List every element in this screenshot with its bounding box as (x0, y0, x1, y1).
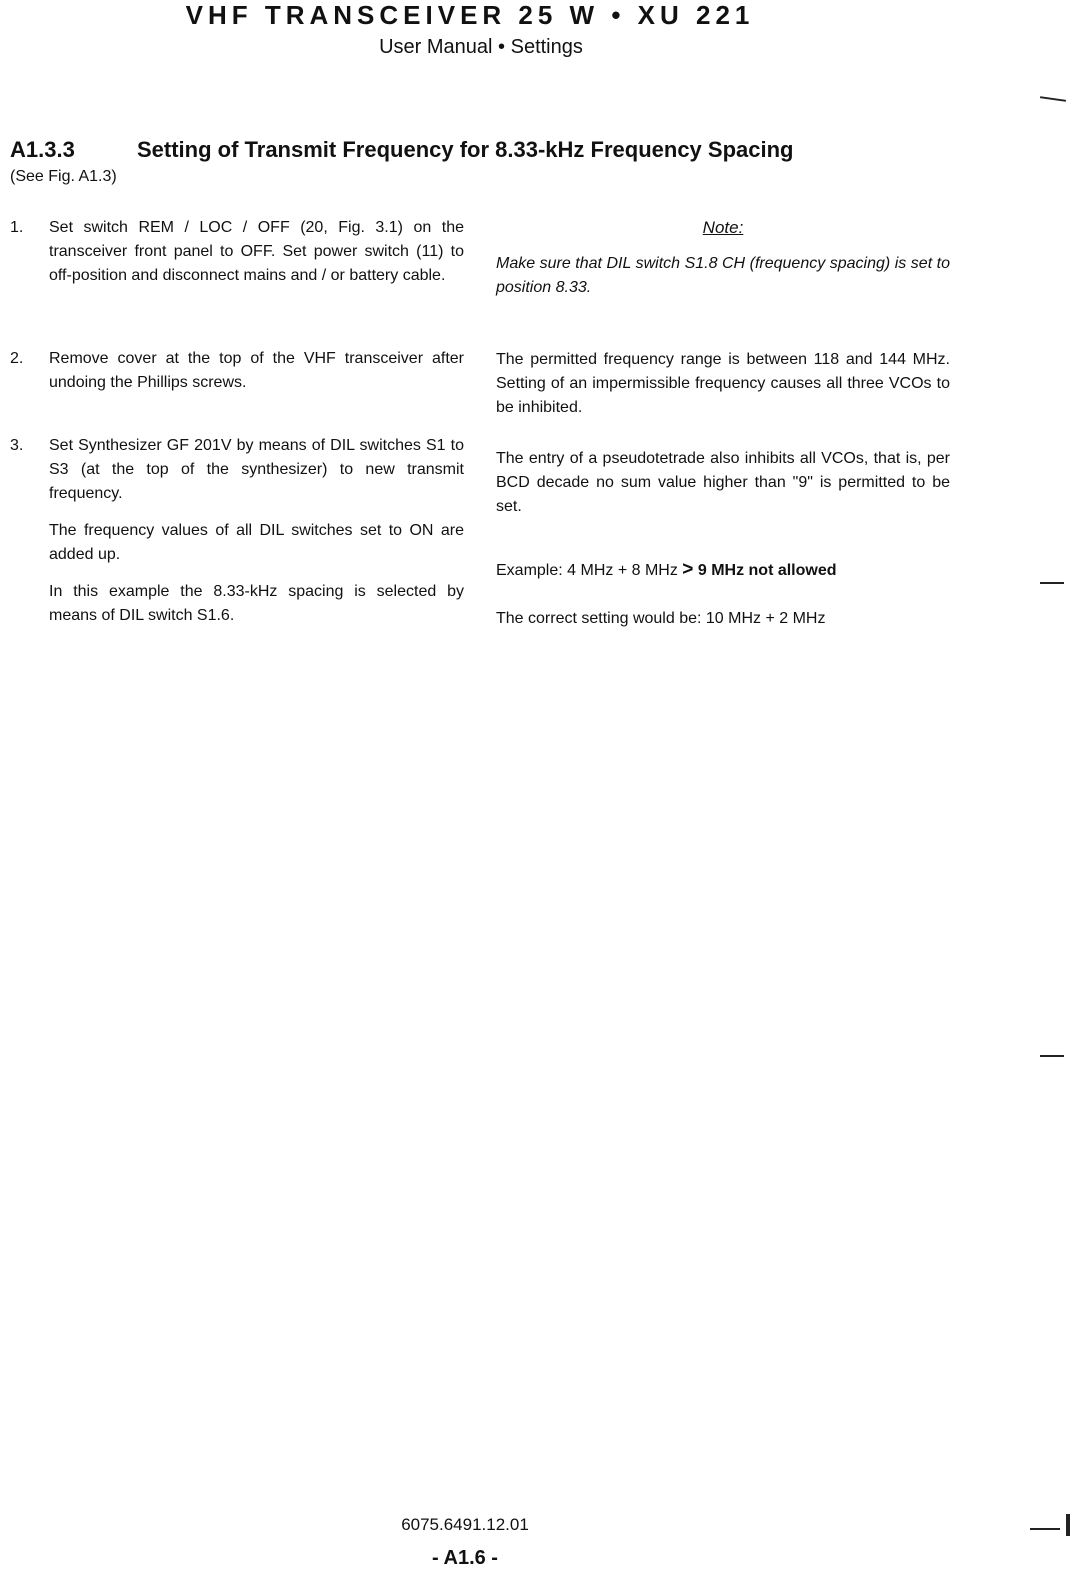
correct-setting-text: The correct setting would be: 10 MHz + 2 MHz (496, 610, 826, 627)
greater-than-symbol: > (682, 559, 694, 580)
page-number: - A1.6 - (432, 1547, 498, 1569)
step-3-number: 3. (10, 437, 24, 454)
margin-mark (1040, 582, 1064, 584)
margin-mark (1066, 1514, 1070, 1536)
step-3-text: Set Synthesizer GF 201V by means of DIL switches S1 to S3 (at the top of the synthesizer) to new transmit frequency. (49, 437, 464, 502)
step-2-text: Remove cover at the top of the VHF transceiver after undoing the Phillips screws. (49, 350, 464, 391)
step-3-note-1: The frequency values of all DIL switches set to ON are added up. (49, 522, 464, 563)
section-number: A1.3.3 (10, 137, 75, 162)
step-1-text: Set switch REM / LOC / OFF (20, Fig. 3.1) on the transceiver front panel to OFF. Set power switch (11) to off-position and disconnect mains and / or battery cable. (49, 219, 464, 284)
note-text: Make sure that DIL switch S1.8 CH (frequency spacing) is set to position 8.33. (496, 255, 950, 296)
note-heading: Note: (702, 218, 744, 237)
step-3-note-2: In this example the 8.33-kHz spacing is selected by means of DIL switch S1.6. (49, 583, 464, 624)
section-title: Setting of Transmit Frequency for 8.33-kHz Frequency Spacing (137, 137, 794, 162)
document-title: VHF TRANSCEIVER 25 W • XU 221 (185, 0, 755, 30)
document-number: 6075.6491.12.01 (401, 1515, 529, 1534)
margin-mark (1030, 1528, 1060, 1530)
figure-reference: (See Fig. A1.3) (10, 168, 117, 185)
example-line (496, 558, 950, 583)
example-prefix: Example: 4 MHz + 8 MHz (496, 562, 678, 579)
margin-mark (1040, 96, 1066, 102)
pseudotetrade-text: The entry of a pseudotetrade also inhibits all VCOs, that is, per BCD decade no sum value higher than "9" is permitted to be set. (496, 450, 950, 515)
step-2-number: 2. (10, 350, 24, 367)
step-1-number: 1. (10, 219, 24, 236)
margin-mark (1040, 1055, 1064, 1057)
example-result: 9 MHz not allowed (697, 562, 837, 579)
document-subtitle: User Manual • Settings (379, 36, 583, 58)
frequency-range-text: The permitted frequency range is between 118 and 144 MHz. Setting of an impermissible frequency causes all three VCOs to be inhibited. (496, 351, 950, 416)
